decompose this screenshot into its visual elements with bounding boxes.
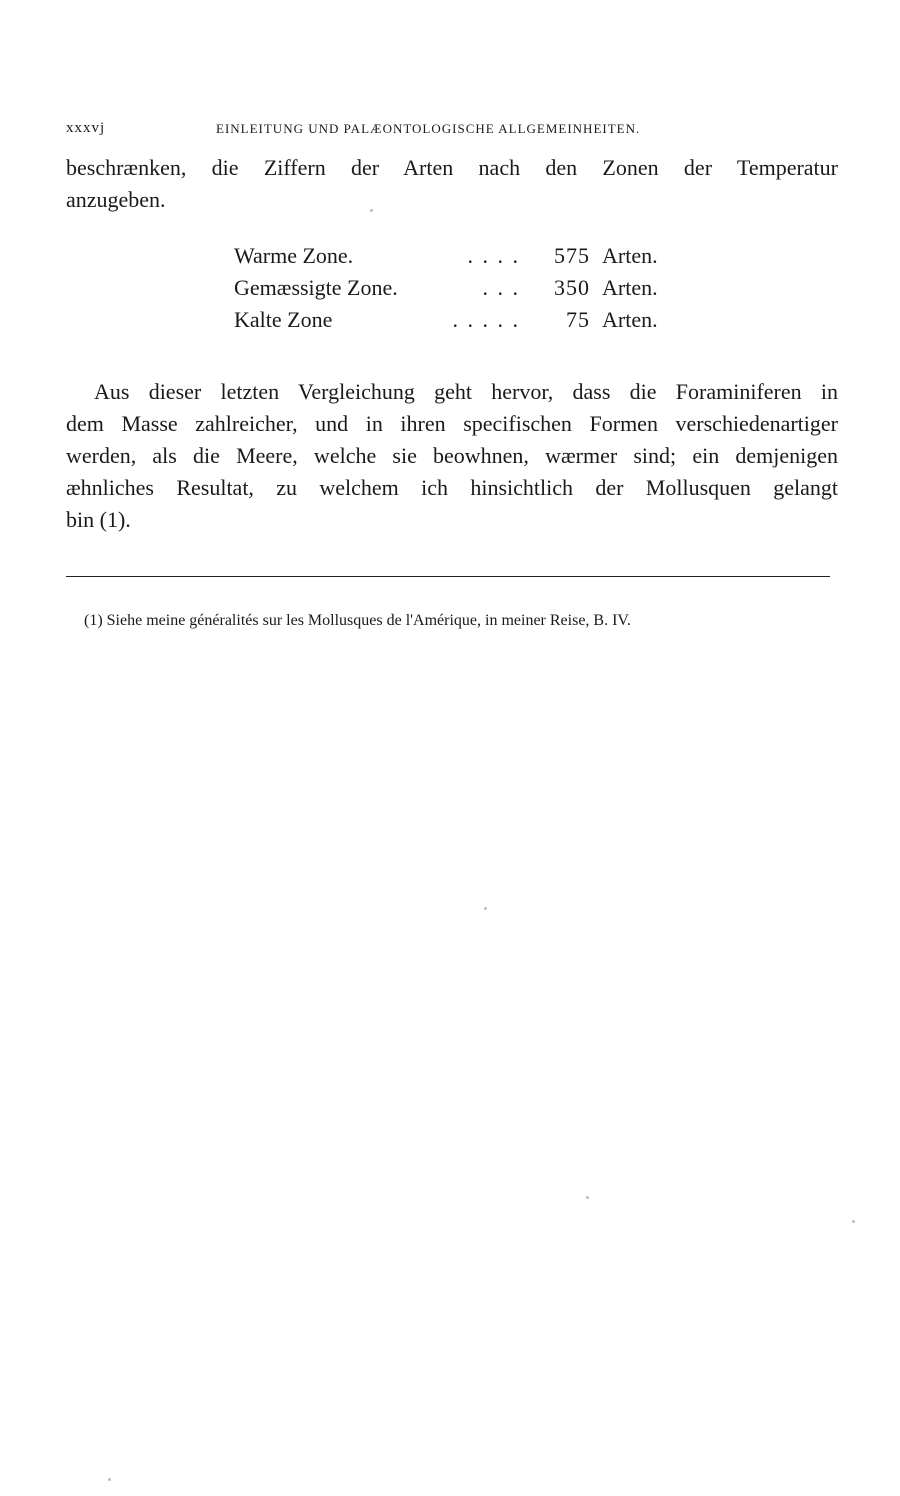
- zone-count: 350: [554, 275, 590, 300]
- paragraph-line: Aus dieser letzten Vergleichung geht hervor, dass die Foraminiferen in: [94, 379, 838, 404]
- zone-count: 575: [554, 243, 590, 268]
- zone-leader-dots: . . . .: [467, 243, 520, 268]
- zone-unit: Arten.: [602, 275, 658, 300]
- paragraph-line: anzugeben.: [66, 187, 166, 212]
- paragraph-line: æhnliches Resultat, zu welchem ich hinsichtlich der Mollusquen gelangt: [66, 475, 838, 500]
- paragraph-line: dem Masse zahlreicher, und in ihren specifischen Formen verschiedenartiger: [66, 411, 838, 436]
- running-head-title: EINLEITUNG UND PALÆONTOLOGISCHE ALLGEMEINHEITEN.: [216, 121, 641, 136]
- paper-speck: [108, 1478, 111, 1481]
- zone-label: Gemæssigte Zone.: [234, 275, 398, 300]
- paragraph-line: beschrænken, die Ziffern der Arten nach den Zonen der Temperatur: [66, 155, 838, 180]
- paper-speck: [484, 907, 487, 910]
- zone-unit: Arten.: [602, 243, 658, 268]
- paragraph-line: bin (1).: [66, 507, 131, 532]
- zone-unit: Arten.: [602, 307, 658, 332]
- zone-row-temperate: [234, 272, 674, 304]
- zone-count: 75: [566, 307, 590, 332]
- zone-label: Warme Zone.: [234, 243, 354, 268]
- paragraph-line: werden, als die Meere, welche sie beowhnen, wærmer sind; ein demjenigen: [66, 443, 838, 468]
- footnote: (1) Siehe meine généralités sur les Mollusques de l'Amérique, in meiner Reise, B. IV.: [84, 612, 631, 629]
- paper-speck: [370, 209, 373, 212]
- zone-label: Kalte Zone: [234, 307, 333, 332]
- zone-row-cold: [234, 304, 674, 336]
- zone-leader-dots: . . .: [482, 275, 520, 300]
- zone-leader-dots: . . . . .: [452, 307, 520, 332]
- zone-table: [234, 240, 674, 336]
- paragraph-conclusion: [66, 376, 838, 536]
- footnote-divider: [66, 576, 830, 577]
- paper-speck: [852, 1220, 855, 1223]
- running-head: [66, 120, 836, 140]
- zone-row-warm: [234, 240, 674, 272]
- paper-speck: [586, 1196, 589, 1199]
- page-number: xxxvj: [66, 120, 106, 136]
- paragraph-intro: [66, 152, 838, 216]
